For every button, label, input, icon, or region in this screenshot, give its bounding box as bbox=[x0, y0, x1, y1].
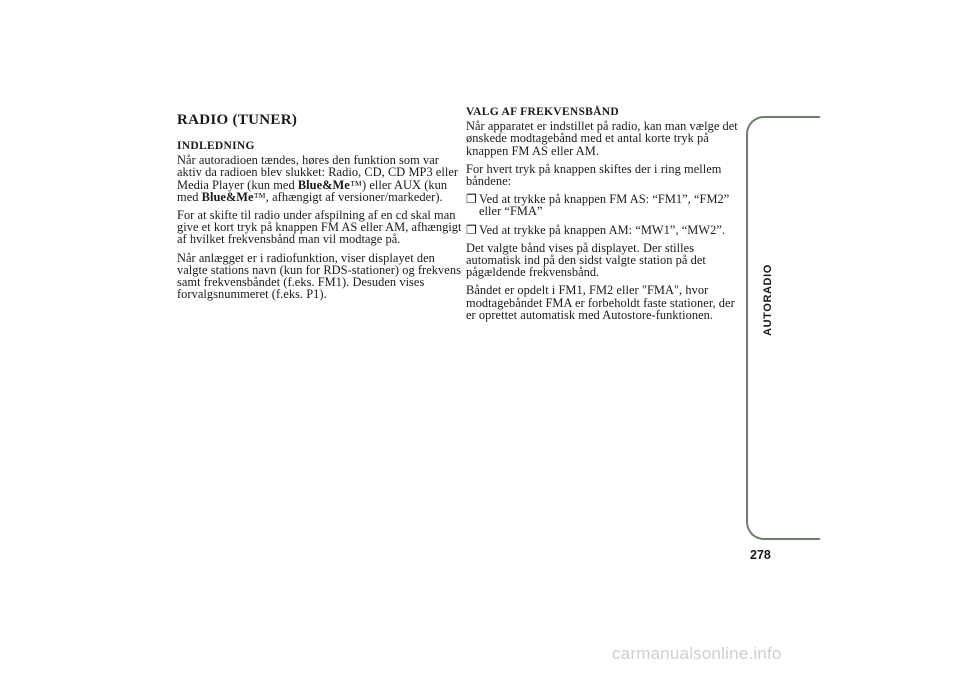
intro-p1-text-e: ™, afhængigt af versioner/markeder). bbox=[253, 189, 443, 204]
page-number: 278 bbox=[750, 548, 771, 562]
intro-paragraph-2: For at skifte til radio under afspilning af en cd skal man give et kort tryk på knappen FM AS eller AM, afhængigt af hvilket frekvensbånd man vil modtage på. bbox=[177, 208, 462, 247]
chapter-tab-label: AUTORADIO bbox=[762, 264, 774, 336]
brand-blue-me-1: Blue&Me bbox=[297, 177, 350, 192]
bullet-item-fm bbox=[466, 193, 741, 217]
checkbox-bullet-icon: ❒ bbox=[466, 192, 477, 207]
band-select-heading: VALG AF FREKVENSBÅND bbox=[466, 106, 619, 118]
chapter-tab-frame bbox=[746, 116, 820, 540]
brand-blue-me-2: Blue&Me bbox=[201, 189, 254, 204]
checkbox-bullet-icon: ❒ bbox=[466, 222, 477, 237]
bullet-text-fm: Ved at trykke på knappen FM AS: “FM1”, “FM2” eller “FMA” bbox=[479, 192, 730, 219]
band-paragraph-3: Det valgte bånd vises på displayet. Der stilles automatisk ind på den sidst valgte station på det pågældende frekvensbånd. bbox=[466, 240, 706, 280]
bullet-text-am: Ved at trykke på knappen AM: “MW1”, “MW2”. bbox=[479, 222, 726, 237]
band-paragraph-2: For hvert tryk på knappen skiftes der i ring mellem båndene: bbox=[466, 161, 722, 189]
intro-paragraph-1 bbox=[177, 154, 462, 203]
bullet-item-am bbox=[466, 224, 741, 236]
intro-paragraph-3: Når anlægget er i radiofunktion, viser displayet den valgte stations navn (kun for RDS-stationer) og frekvens samt frekvensbåndet (f.eks. FM1). Desuden vises forvalgsnummeret (f.eks. P1). bbox=[177, 250, 461, 302]
watermark: carmanualsonline.info bbox=[612, 644, 782, 663]
band-paragraph-4: Båndet er opdelt i FM1, FM2 eller "FMA", hvor modtagebåndet FMA er forbeholdt faste stationer, der er oprettet automatisk med Autostore-funktionen. bbox=[466, 283, 735, 322]
intro-p1-text-a: Når autoradioen tændes, høres den funktion som var aktiv da radioen blev slukket: Radio, CD, CD MP3 eller Media Player (kun med bbox=[177, 153, 459, 192]
right-column bbox=[466, 106, 741, 327]
section-title: RADIO (TUNER) bbox=[177, 112, 298, 128]
band-paragraph-1: Når apparatet er indstillet på radio, kan man vælge det ønskede modtagebånd med et antal korte tryk på knappen FM AS eller AM. bbox=[466, 119, 738, 158]
left-column bbox=[177, 112, 462, 306]
intro-p1-text-c: ™) eller AUX (kun med bbox=[177, 177, 448, 204]
intro-heading: INDLEDNING bbox=[177, 140, 255, 152]
